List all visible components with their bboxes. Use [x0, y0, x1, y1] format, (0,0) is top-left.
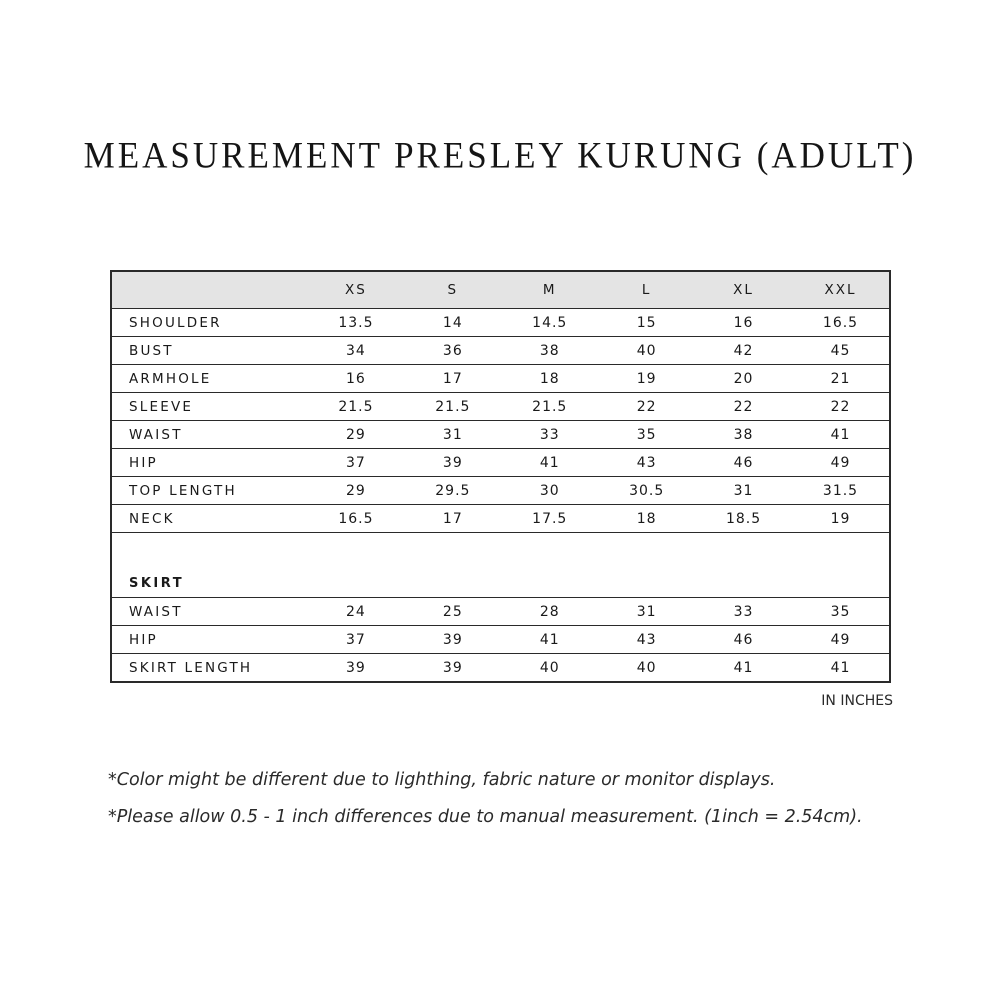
measurement-cell: 42 — [733, 342, 754, 359]
table-header-row — [111, 271, 890, 309]
measurement-cell: 39 — [442, 659, 463, 676]
measurement-cell: 16 — [346, 370, 366, 387]
measurement-cell: 49 — [830, 631, 851, 648]
measurement-cell: 49 — [830, 454, 851, 471]
row-label: WAIST — [129, 426, 183, 443]
row-label: SHOULDER — [129, 314, 222, 331]
row-label: NECK — [129, 510, 175, 527]
measurement-cell: 33 — [539, 426, 560, 443]
measurement-cell: 24 — [346, 603, 366, 620]
measurement-cell: 31 — [733, 482, 754, 499]
measurement-cell: 39 — [442, 631, 463, 648]
measurement-cell: 18.5 — [725, 510, 762, 527]
skirt-section-heading: SKIRT — [129, 576, 185, 591]
measurement-cell: 20 — [733, 370, 754, 387]
header-size-xxl: XXL — [824, 282, 857, 298]
header-size-xs: XS — [345, 282, 367, 298]
skirt-measurements — [111, 598, 890, 683]
table-row — [111, 598, 890, 626]
table-row — [111, 337, 890, 365]
measurement-cell: 34 — [346, 342, 366, 359]
measurement-cell: 14.5 — [532, 314, 568, 331]
measurement-cell: 31 — [636, 603, 657, 620]
measurement-cell: 41 — [539, 454, 560, 471]
measurement-cell: 39 — [346, 659, 366, 676]
measurement-cell: 22 — [830, 398, 851, 415]
measurement-cell: 19 — [636, 370, 657, 387]
table-row — [111, 365, 890, 393]
measurement-cell: 21 — [830, 370, 851, 387]
measurement-cell: 43 — [636, 454, 657, 471]
measurement-cell: 46 — [733, 454, 754, 471]
row-label: BUST — [129, 342, 174, 359]
row-label: ARMHOLE — [129, 370, 212, 387]
measurement-cell: 40 — [636, 659, 657, 676]
measurement-cell: 31.5 — [822, 482, 859, 499]
row-label: TOP LENGTH — [129, 482, 237, 499]
measurement-cell: 43 — [636, 631, 657, 648]
measurement-cell: 14 — [442, 314, 463, 331]
measurement-cell: 35 — [830, 603, 851, 620]
measurement-cell: 36 — [442, 342, 463, 359]
table-row — [111, 505, 890, 533]
header-size-xl: XL — [733, 282, 754, 298]
measurement-cell: 35 — [636, 426, 657, 443]
measurement-cell: 45 — [830, 342, 851, 359]
measurement-cell: 46 — [733, 631, 754, 648]
measurement-cell: 41 — [733, 659, 754, 676]
page-title: MEASUREMENT PRESLEY KURUNG (ADULT) — [83, 135, 917, 176]
measurement-cell: 15 — [636, 314, 657, 331]
measurement-cell: 17 — [442, 370, 463, 387]
measurement-cell: 21.5 — [338, 398, 374, 415]
measurement-cell: 40 — [539, 659, 560, 676]
measurement-cell: 17.5 — [532, 510, 568, 527]
measurement-cell: 39 — [442, 454, 463, 471]
measurement-cell: 21.5 — [532, 398, 568, 415]
row-label: HIP — [129, 631, 158, 648]
table-row — [111, 477, 890, 505]
measurement-cell: 30 — [539, 482, 560, 499]
measurement-tolerance-note: *Please allow 0.5 - 1 inch differences due to manual measurement. (1inch = 2.54cm). — [108, 807, 863, 827]
measurement-cell: 38 — [733, 426, 754, 443]
measurement-cell: 13.5 — [338, 314, 374, 331]
measurement-cell: 30.5 — [629, 482, 665, 499]
header-size-m: M — [542, 282, 557, 298]
measurement-cell: 40 — [636, 342, 657, 359]
measurement-cell: 41 — [830, 426, 851, 443]
row-label: WAIST — [129, 603, 183, 620]
header-size-l: L — [641, 282, 652, 298]
measurement-cell: 29 — [346, 426, 366, 443]
measurement-cell: 16 — [733, 314, 754, 331]
measurement-cell: 29.5 — [435, 482, 471, 499]
measurement-cell: 37 — [346, 631, 366, 648]
measurement-cell: 19 — [830, 510, 851, 527]
measurement-cell: 38 — [539, 342, 560, 359]
measurement-cell: 16.5 — [822, 314, 859, 331]
measurement-cell: 28 — [539, 603, 560, 620]
measurement-cell: 29 — [346, 482, 366, 499]
table-row — [111, 309, 890, 337]
measurement-cell: 37 — [346, 454, 366, 471]
row-label: SKIRT LENGTH — [129, 659, 253, 676]
table-row — [111, 421, 890, 449]
measurement-cell: 21.5 — [435, 398, 471, 415]
measurement-cell: 22 — [733, 398, 754, 415]
row-label: HIP — [129, 454, 158, 471]
measurement-cell: 25 — [442, 603, 463, 620]
measurement-cell: 16.5 — [338, 510, 374, 527]
measurement-cell: 31 — [442, 426, 463, 443]
table-row — [111, 654, 890, 683]
color-disclaimer-note: *Color might be different due to lighthing, fabric nature or monitor displays. — [108, 770, 776, 790]
top-measurements — [111, 309, 890, 533]
measurement-cell: 33 — [733, 603, 754, 620]
unit-note: IN INCHES — [821, 693, 893, 709]
header-size-s: S — [447, 282, 459, 298]
measurement-cell: 18 — [636, 510, 657, 527]
header-empty-cell — [111, 271, 307, 309]
measurement-cell: 18 — [539, 370, 560, 387]
row-label: SLEEVE — [129, 398, 194, 415]
measurement-cell: 22 — [636, 398, 657, 415]
measurement-cell: 41 — [539, 631, 560, 648]
measurement-cell: 41 — [830, 659, 851, 676]
skirt-section-heading-row — [111, 533, 890, 598]
table-row — [111, 449, 890, 477]
table-row — [111, 626, 890, 654]
table-row — [111, 393, 890, 421]
size-chart-table — [110, 270, 891, 683]
measurement-cell: 17 — [442, 510, 463, 527]
